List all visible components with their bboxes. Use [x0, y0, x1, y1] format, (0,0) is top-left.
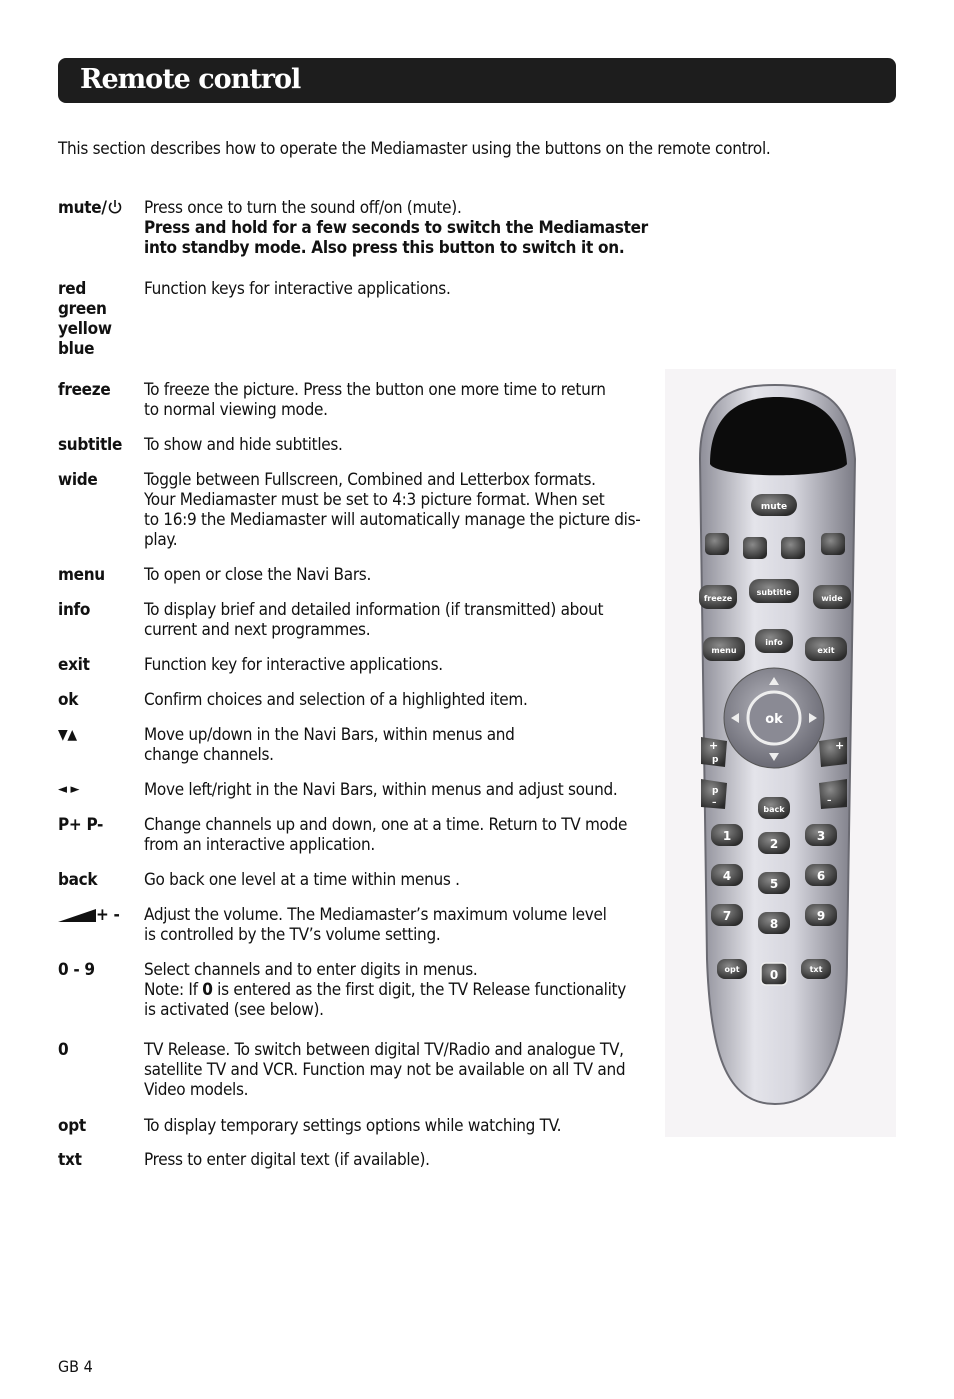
entry-desc: Function keys for interactive applications. [144, 279, 451, 299]
remote-wide-label: wide [821, 594, 843, 603]
remote-digit-label: 2 [769, 837, 779, 851]
remote-vol-minus-sign: – [827, 796, 832, 806]
entry-term: ok [58, 690, 79, 710]
remote-opt-label: opt [724, 965, 740, 974]
intro-text: This section describes how to operate the Mediamaster using the buttons on the remote control. [58, 139, 771, 159]
entry-term: P+ P- [58, 815, 104, 835]
remote-zero-label: 0 [769, 968, 779, 982]
entry-desc: Toggle between Fullscreen, Combined and Letterbox formats. Your Mediamaster must be set to 4:3 picture format. When set to 16:9 the Mediamaster will automatically manage the picture dis- play. [144, 470, 641, 550]
entry-desc: TV Release. To switch between digital TV/Radio and analogue TV, satellite TV and VCR. Function may not be available on all TV and Video models. [144, 1040, 626, 1100]
remote-freeze-label: freeze [703, 594, 733, 603]
entry-desc: Move up/down in the Navi Bars, within menus and change channels. [144, 725, 515, 765]
page-number: GB 4 [58, 1357, 93, 1376]
left-right-arrows-icon: ◄ ► [58, 782, 80, 797]
remote-p-plus-label: p [712, 755, 719, 765]
remote-p-minus-sign: – [712, 798, 717, 808]
entry-term: exit [58, 655, 90, 675]
entry-term: opt [58, 1116, 86, 1136]
remote-digit-label: 3 [816, 829, 826, 843]
entry-desc: Confirm choices and selection of a highlighted item. [144, 690, 528, 710]
entry-desc: Press once to turn the sound off/on (mute). Press and hold for a few seconds to switch the Mediamaster into standby mode. Also press this button to switch it on. [144, 198, 648, 258]
remote-digit-label: 6 [816, 869, 826, 883]
entry-desc: To freeze the picture. Press the button one more time to return to normal viewing mode. [144, 380, 606, 420]
remote-p-plus-sign: + [709, 739, 719, 752]
remote-digit-label: 4 [722, 869, 732, 883]
page-title: Remote control [80, 64, 301, 95]
up-down-arrows-icon: ▼▲ [58, 727, 77, 743]
entry-desc: To open or close the Navi Bars. [144, 565, 372, 585]
remote-control-image [665, 369, 896, 1137]
remote-digit-label: 7 [722, 909, 732, 923]
entry-term: + - [58, 905, 144, 925]
remote-txt-label: txt [809, 965, 823, 974]
entry-term: back [58, 870, 98, 890]
volume-wedge-icon [58, 909, 96, 923]
entry-term: txt [58, 1150, 82, 1170]
remote-info-label: info [765, 638, 783, 647]
remote-digit-label: 9 [816, 909, 826, 923]
remote-digit-label: 1 [722, 829, 732, 843]
entry-desc: Adjust the volume. The Mediamaster’s maximum volume level is controlled by the TV’s volume setting. [144, 905, 607, 945]
remote-digit-keys [711, 824, 837, 934]
entry-desc: Function key for interactive applications. [144, 655, 443, 675]
entry-term: subtitle [58, 435, 123, 455]
entry-desc: Select channels and to enter digits in menus. Note: If 0 is entered as the first digit, the TV Release functionality is activated (see below). [144, 960, 627, 1020]
entry-term: mute/ [58, 198, 144, 218]
entry-desc: To show and hide subtitles. [144, 435, 343, 455]
remote-vol-plus-sign: + [835, 739, 845, 752]
remote-mute-label: mute [760, 502, 788, 512]
entry-term: 0 [58, 1040, 69, 1060]
entry-desc: To display temporary settings options while watching TV. [144, 1116, 562, 1136]
remote-subtitle-label: subtitle [756, 588, 792, 597]
entry-desc: Move left/right in the Navi Bars, within menus and adjust sound. [144, 780, 618, 800]
entry-desc: Change channels up and down, one at a time. Return to TV mode from an interactive application. [144, 815, 628, 855]
remote-digit-label: 5 [769, 877, 779, 891]
remote-menu-label: menu [711, 646, 737, 655]
remote-exit-label: exit [817, 646, 835, 655]
remote-digit-label: 8 [769, 917, 779, 931]
entry-term: 0 - 9 [58, 960, 95, 980]
remote-p-minus-label: p [712, 786, 719, 796]
entry-desc: To display brief and detailed information (if transmitted) about current and next programmes. [144, 600, 604, 640]
entry-term: freeze [58, 380, 111, 400]
remote-ok-label: ok [765, 712, 783, 727]
entry-term: info [58, 600, 91, 620]
entry-term: red green yellow blue [58, 279, 112, 359]
entry-desc: Press to enter digital text (if available). [144, 1150, 430, 1170]
entry-term: menu [58, 565, 105, 585]
remote-back-label: back [763, 805, 785, 814]
entry-term: wide [58, 470, 98, 490]
section-header [58, 58, 896, 103]
entry-desc: Go back one level at a time within menus . [144, 870, 460, 890]
power-icon [107, 199, 123, 215]
